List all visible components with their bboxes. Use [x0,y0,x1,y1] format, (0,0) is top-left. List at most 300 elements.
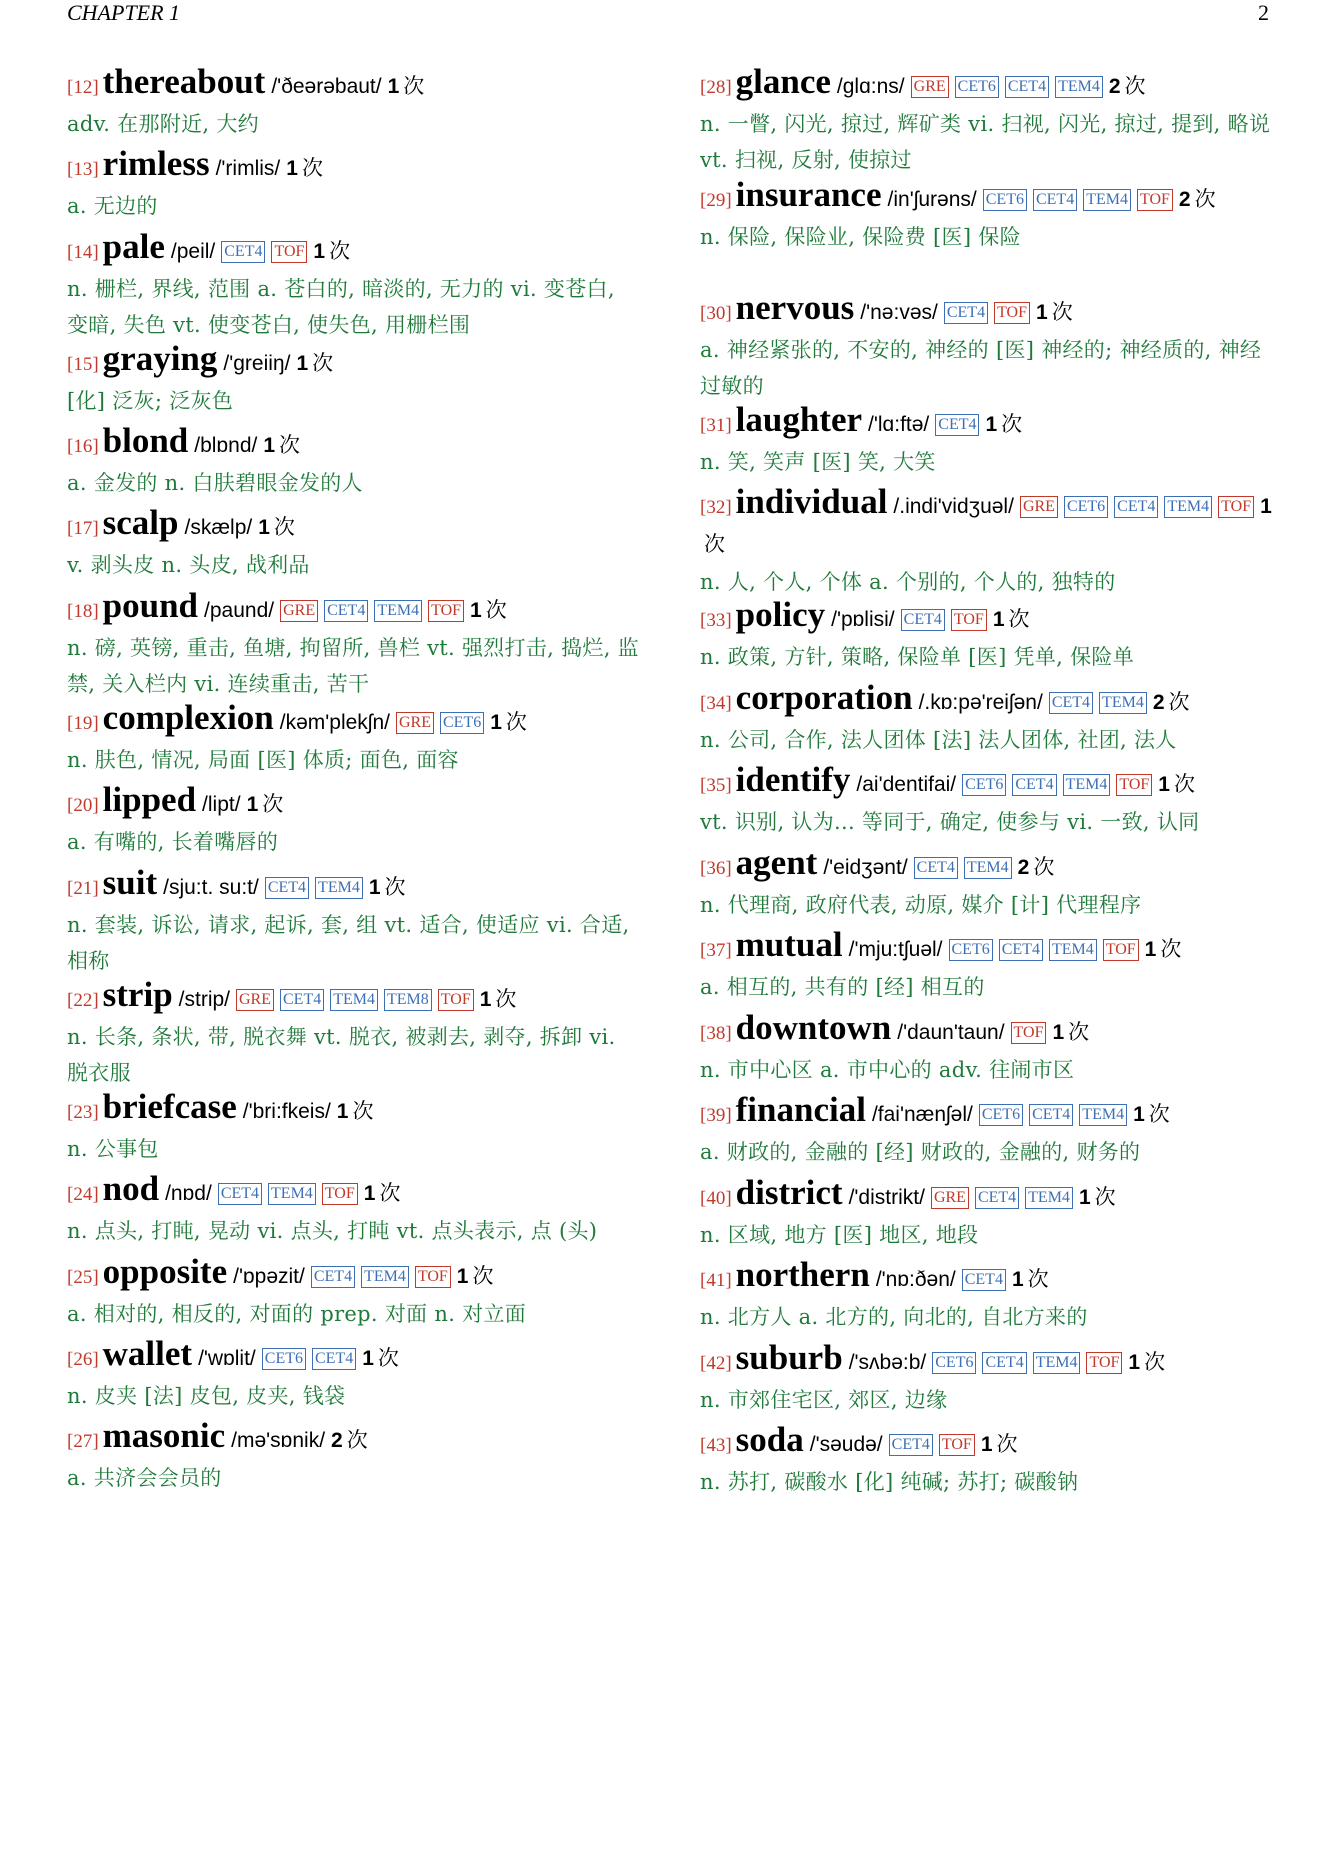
entry-headline [67,423,642,465]
exam-tag-tof: TOF [1086,1352,1122,1374]
entry-headline [67,229,642,271]
entry-number: [24] [67,1184,99,1205]
entry-number: [43] [700,1435,732,1456]
occurrence-unit: 次 [1168,690,1190,714]
exam-tag-cet4: CET4 [914,857,958,879]
exam-tag-cet4: CET4 [311,1266,355,1288]
exam-tag-cet6: CET6 [962,774,1006,796]
definition: n. 笑, 笑声 [医] 笑, 大笑 [700,450,936,474]
vocab-entry [700,680,1275,758]
exam-tag-tem4: TEM4 [315,877,363,899]
exam-tag-tof: TOF [1137,189,1173,211]
entry-headline [67,865,642,907]
phonetic: /'mju:tʃuəl/ [848,938,943,961]
vocab-entry [67,977,642,1091]
definition: n. 保险, 保险业, 保险费 [医] 保险 [700,225,1021,249]
exam-tag-tem4: TEM4 [1099,692,1147,714]
occurrence-unit: 次 [1027,1267,1049,1291]
occurrence-unit: 次 [377,1346,399,1370]
definition: n. 市中心区 a. 市中心的 adv. 往闹市区 [700,1058,1075,1082]
occurrence-count: 1 [313,240,326,263]
exam-tag-tem4: TEM4 [1164,496,1212,518]
exam-tag-tem4: TEM4 [1083,189,1131,211]
exam-tag-tem4: TEM4 [1079,1104,1127,1126]
vocab-entry [67,146,642,224]
occurrence-count: 1 [1078,1186,1091,1209]
exam-tag-tem4: TEM4 [964,857,1012,879]
entry-number: [30] [700,303,732,324]
vocab-entry [700,1257,1275,1335]
headword: thereabout [102,62,266,101]
exam-tag-cet4: CET4 [265,877,309,899]
entry-headline [700,1340,1275,1382]
entry-number: [25] [67,1267,99,1288]
exam-tag-cet4: CET4 [280,989,324,1011]
entry-headline [700,1257,1275,1299]
occurrence-count: 1 [479,988,492,1011]
vocab-entry [67,505,642,583]
definition: n. 区域, 地方 [医] 地区, 地段 [700,1223,979,1247]
occurrence-count: 1 [246,793,259,816]
exam-tag-cet4: CET4 [221,241,265,263]
exam-tag-tem4: TEM4 [330,989,378,1011]
phonetic: /'səudə/ [809,1433,883,1456]
exam-tag-cet4: CET4 [889,1434,933,1456]
phonetic: /'daun'taun/ [897,1021,1005,1044]
entry-headline [67,64,642,106]
exam-tag-tof: TOF [1011,1022,1047,1044]
entry-headline [67,1336,642,1378]
occurrence-unit: 次 [996,1432,1018,1456]
occurrence-count: 2 [1178,188,1191,211]
occurrence-unit: 次 [1001,412,1023,436]
entry-number: [23] [67,1102,99,1123]
phonetic: /'eidʒənt/ [823,856,908,879]
entry-number: [20] [67,795,99,816]
headword: agent [735,843,818,882]
vocab-entry [67,64,642,142]
definition: n. 北方人 a. 北方的, 向北的, 自北方来的 [700,1305,1088,1329]
occurrence-unit: 次 [1051,300,1073,324]
headword: soda [735,1420,804,1459]
headword: northern [735,1255,870,1294]
occurrence-unit: 次 [1194,187,1216,211]
occurrence-count: 1 [1052,1021,1065,1044]
exam-tag-cet4: CET4 [935,414,979,436]
headword: briefcase [102,1087,237,1126]
phonetic: /sju:t. su:t/ [163,876,259,899]
phonetic: /'wɒlit/ [198,1347,256,1370]
headword: nod [102,1169,160,1208]
occurrence-unit: 次 [1144,1350,1166,1374]
occurrence-count: 1 [387,75,400,98]
exam-tag-tof: TOF [415,1266,451,1288]
vocab-entry [700,177,1275,255]
vocab-entry [700,762,1275,840]
entry-headline [67,146,642,188]
exam-tag-gre: GRE [931,1187,969,1209]
phonetic: /'greiiŋ/ [223,352,291,375]
entry-number: [19] [67,713,99,734]
headword: insurance [735,175,882,214]
entry-headline [67,1254,642,1296]
headword: complexion [102,698,274,737]
exam-tag-tem4: TEM4 [1063,774,1111,796]
occurrence-count: 1 [985,413,998,436]
exam-tag-tof: TOF [1103,939,1139,961]
exam-tag-cet4: CET4 [1012,774,1056,796]
vocab-entry [700,484,1275,600]
exam-tag-cet6: CET6 [955,76,999,98]
phonetic: /nɒd/ [165,1182,212,1205]
entry-headline [700,402,1275,444]
vocab-entry [700,927,1275,1005]
headword: rimless [102,144,210,183]
exam-tag-cet4: CET4 [999,939,1043,961]
definition: n. 苏打, 碳酸水 [化] 纯碱; 苏打; 碳酸钠 [700,1470,1079,1494]
occurrence-count: 1 [1158,773,1170,796]
exam-tag-cet6: CET6 [983,189,1027,211]
occurrence-unit: 次 [403,74,425,98]
occurrence-unit: 次 [346,1428,368,1452]
vocab-entry [700,290,1275,404]
entry-number: [35] [700,775,732,796]
entry-number: [17] [67,518,99,539]
definition: n. 肤色, 情况, 局面 [医] 体质; 面色, 面容 [67,748,459,772]
occurrence-count: 1 [992,608,1005,631]
entry-number: [28] [700,77,732,98]
phonetic: /'lɑ:ftə/ [868,413,930,436]
phonetic: /'sʌbə:b/ [848,1351,927,1374]
exam-tag-gre: GRE [280,600,318,622]
occurrence-count: 1 [286,157,298,180]
entry-headline [67,341,642,383]
occurrence-count: 1 [368,876,381,899]
entry-number: [16] [67,436,99,457]
phonetic: /kəm'plekʃn/ [279,711,390,734]
exam-tag-gre: GRE [396,712,434,734]
exam-tag-cet4: CET4 [1005,76,1049,98]
entry-headline [700,1092,1275,1134]
occurrence-count: 1 [470,599,482,622]
exam-tag-gre: GRE [236,989,274,1011]
entry-number: [38] [700,1023,732,1044]
occurrence-unit: 次 [262,792,284,816]
headword: wallet [102,1334,193,1373]
entry-headline [700,1175,1275,1217]
definition: a. 神经紧张的, 不安的, 神经的 [医] 神经的; 神经质的, 神经过敏的 [700,338,1262,398]
headword: lipped [102,780,197,819]
entry-number: [14] [67,242,99,263]
occurrence-count: 1 [362,1347,374,1370]
entry-number: [21] [67,878,99,899]
entry-headline [700,597,1275,639]
exam-tag-tem4: TEM4 [1033,1352,1081,1374]
definition: n. 皮夹 [法] 皮包, 皮夹, 钱袋 [67,1384,346,1408]
headword: strip [102,975,173,1014]
exam-tag-tem4: TEM4 [1049,939,1097,961]
vocab-entry [700,1175,1275,1253]
vocab-entry [67,229,642,343]
exam-tag-cet4: CET4 [975,1187,1019,1209]
entry-headline [700,177,1275,219]
exam-tag-cet6: CET6 [262,1348,306,1370]
definition: a. 相互的, 共有的 [经] 相互的 [700,975,985,999]
phonetic: /mə'sɒnik/ [231,1429,326,1452]
exam-tag-tof: TOF [428,600,464,622]
phonetic: /'ɒpəzit/ [233,1265,305,1288]
entry-number: [33] [700,610,732,631]
exam-tag-cet4: CET4 [1049,692,1093,714]
vocab-entry [67,782,642,860]
occurrence-unit: 次 [1124,74,1146,98]
exam-tag-tof: TOF [1218,496,1254,518]
entry-number: [22] [67,990,99,1011]
exam-tag-tem4: TEM4 [1025,1187,1073,1209]
occurrence-unit: 次 [329,239,351,263]
exam-tag-gre: GRE [1020,496,1058,518]
vocab-entry [67,341,642,419]
phonetic: /'nə:vəs/ [860,301,938,324]
occurrence-count: 1 [336,1100,349,1123]
entry-number: [27] [67,1431,99,1452]
exam-tag-cet4: CET4 [218,1183,262,1205]
vocab-entry [700,845,1275,923]
exam-tag-tem8: TEM8 [384,989,432,1011]
exam-tag-cet4: CET4 [1029,1104,1073,1126]
phonetic: /'rimlis/ [215,157,281,180]
headword: opposite [102,1252,228,1291]
exam-tag-cet6: CET6 [440,712,484,734]
headword: blond [102,421,189,460]
entry-headline [67,782,642,824]
phonetic: /'bri:fkeis/ [242,1100,331,1123]
occurrence-count: 1 [980,1433,993,1456]
vocab-entry [67,1171,642,1249]
definition: n. 点头, 打盹, 晃动 vi. 点头, 打盹 vt. 点头表示, 点 (头) [67,1219,598,1243]
exam-tag-tof: TOF [939,1434,975,1456]
entry-headline [67,700,642,742]
occurrence-unit: 次 [1094,1185,1116,1209]
entry-number: [12] [67,77,99,98]
definition: n. 一瞥, 闪光, 掠过, 辉矿类 vi. 扫视, 闪光, 掠过, 提到, 略说 vt. 扫视, 反射, 使掠过 [700,112,1271,172]
exam-tag-cet6: CET6 [932,1352,976,1374]
phonetic: /.kɒ:pə'reiʃən/ [918,691,1043,714]
entry-headline [700,290,1275,332]
headword: policy [735,595,826,634]
headword: nervous [735,288,855,327]
definition: a. 财政的, 金融的 [经] 财政的, 金融的, 财务的 [700,1140,1141,1164]
headword: identify [735,760,851,799]
occurrence-unit: 次 [485,598,507,622]
occurrence-count: 2 [1152,691,1165,714]
phonetic: /glɑ:ns/ [836,75,905,98]
occurrence-count: 2 [331,1429,343,1452]
entry-number: [26] [67,1349,99,1370]
exam-tag-cet4: CET4 [324,600,368,622]
definition: v. 剥头皮 n. 头皮, 战利品 [67,553,310,577]
headword: masonic [102,1416,226,1455]
occurrence-count: 1 [296,352,309,375]
exam-tag-gre: GRE [911,76,949,98]
definition: n. 市郊住宅区, 郊区, 边缘 [700,1388,948,1412]
phonetic: /paund/ [204,599,275,622]
definition: n. 公事包 [67,1137,159,1161]
phonetic: /strip/ [178,988,230,1011]
exam-tag-tem4: TEM4 [268,1183,316,1205]
entry-number: [34] [700,693,732,714]
entry-number: [15] [67,354,99,375]
headword: individual [735,482,888,521]
occurrence-count: 1 [456,1265,469,1288]
exam-tag-tof: TOF [1116,774,1152,796]
occurrence-unit: 次 [505,710,527,734]
occurrence-unit: 次 [1173,772,1195,796]
exam-tag-cet6: CET6 [979,1104,1023,1126]
occurrence-unit: 次 [379,1181,401,1205]
entry-headline [700,927,1275,969]
definition: a. 相对的, 相反的, 对面的 prep. 对面 n. 对立面 [67,1302,527,1326]
exam-tag-cet4: CET4 [982,1352,1026,1374]
exam-tag-tem4: TEM4 [361,1266,409,1288]
vocab-entry [700,402,1275,480]
headword: glance [735,62,831,101]
occurrence-unit: 次 [1008,607,1030,631]
headword: laughter [735,400,863,439]
entry-headline [700,1010,1275,1052]
vocab-entry [700,1092,1275,1170]
occurrence-unit: 次 [384,875,406,899]
entry-headline [67,1418,642,1460]
occurrence-count: 1 [363,1182,376,1205]
entry-headline [67,588,642,630]
phonetic: /'pɒlisi/ [831,608,895,631]
exam-tag-cet4: CET4 [1114,496,1158,518]
exam-tag-cet4: CET4 [1033,189,1077,211]
definition: n. 套装, 诉讼, 请求, 起诉, 套, 组 vt. 适合, 使适应 vi. 合适, 相称 [67,913,630,973]
phonetic: /.indi'vidʒuəl/ [893,495,1014,518]
exam-tag-tem4: TEM4 [374,600,422,622]
entry-number: [39] [700,1105,732,1126]
occurrence-count: 2 [1108,75,1121,98]
phonetic: /blɒnd/ [194,434,258,457]
definition: a. 无边的 [67,194,158,218]
phonetic: /ai'dentifai/ [856,773,957,796]
entry-headline [67,1089,642,1131]
phonetic: /fai'nænʃəl/ [871,1103,973,1126]
vocab-entry [67,1336,642,1414]
definition: n. 磅, 英镑, 重击, 鱼塘, 拘留所, 兽栏 vt. 强烈打击, 捣烂, 监禁, 关入栏内 vi. 连续重击, 苦干 [67,636,639,696]
entry-number: [32] [700,497,732,518]
entry-headline [67,1171,642,1213]
entry-headline [67,977,642,1019]
vocab-entry [700,64,1275,178]
definition: n. 代理商, 政府代表, 动原, 媒介 [计] 代理程序 [700,893,1142,917]
exam-tag-cet4: CET4 [962,1269,1006,1291]
occurrence-unit: 次 [1033,855,1055,879]
vocab-entry [700,1422,1275,1500]
occurrence-count: 1 [1011,1268,1024,1291]
headword: corporation [735,678,913,717]
vocab-entry [67,865,642,979]
occurrence-unit: 次 [279,433,301,457]
occurrence-unit: 次 [1160,937,1182,961]
headword: graying [102,339,218,378]
occurrence-count: 1 [1144,938,1157,961]
headword: scalp [102,503,179,542]
phonetic: /skælp/ [184,516,253,539]
occurrence-count: 2 [1017,856,1030,879]
exam-tag-tof: TOF [271,241,307,263]
occurrence-count: 1 [1133,1103,1145,1126]
entry-headline [700,762,1275,804]
exam-tag-cet6: CET6 [1064,496,1108,518]
definition: n. 公司, 合作, 法人团体 [法] 法人团体, 社团, 法人 [700,728,1177,752]
occurrence-unit: 次 [472,1264,494,1288]
occurrence-unit: 次 [704,532,725,556]
occurrence-count: 1 [490,711,502,734]
definition: n. 政策, 方针, 策略, 保险单 [医] 凭单, 保险单 [700,645,1135,669]
occurrence-unit: 次 [1068,1020,1090,1044]
occurrence-unit: 次 [312,351,334,375]
definition: a. 共济会会员的 [67,1466,222,1490]
exam-tag-tof: TOF [322,1183,358,1205]
occurrence-unit: 次 [352,1099,374,1123]
entry-number: [31] [700,415,732,436]
definition: [化] 泛灰; 泛灰色 [67,389,234,413]
headword: mutual [735,925,843,964]
exam-tag-tof: TOF [438,989,474,1011]
headword: district [735,1173,843,1212]
occurrence-count: 1 [1260,495,1272,518]
definition: a. 有嘴的, 长着嘴唇的 [67,830,279,854]
exam-tag-cet4: CET4 [901,609,945,631]
phonetic: /'distrikt/ [848,1186,925,1209]
entry-number: [42] [700,1353,732,1374]
vocab-entry [67,1418,642,1496]
headword: pound [102,586,199,625]
vocab-entry [67,588,642,702]
exam-tag-cet4: CET4 [312,1348,356,1370]
exam-tag-tem4: TEM4 [1055,76,1103,98]
occurrence-unit: 次 [1148,1102,1170,1126]
phonetic: /in'ʃurəns/ [887,188,977,211]
vocab-entry [67,1254,642,1332]
occurrence-count: 1 [258,516,270,539]
occurrence-unit: 次 [301,156,323,180]
entry-number: [41] [700,1270,732,1291]
phonetic: /'nɒ:ðən/ [875,1268,956,1291]
exam-tag-tof: TOF [994,302,1030,324]
entry-number: [13] [67,159,99,180]
vocab-entry [700,1010,1275,1088]
vocab-entry [700,1340,1275,1418]
entry-headline [700,1422,1275,1464]
phonetic: /'ðeərəbaut/ [271,75,382,98]
definition: vt. 识别, 认为... 等同于, 确定, 使参与 vi. 一致, 认同 [700,810,1200,834]
entry-number: [18] [67,601,99,622]
definition: adv. 在那附近, 大约 [67,112,259,136]
entry-headline [67,505,642,547]
entry-headline [700,845,1275,887]
definition: n. 人, 个人, 个体 a. 个别的, 个人的, 独特的 [700,570,1116,594]
definition: a. 金发的 n. 白肤碧眼金发的人 [67,471,363,495]
headword: pale [102,227,165,266]
entry-number: [29] [700,190,732,211]
page-number: 2 [1258,0,1269,25]
occurrence-unit: 次 [273,515,295,539]
occurrence-count: 1 [1128,1351,1141,1374]
